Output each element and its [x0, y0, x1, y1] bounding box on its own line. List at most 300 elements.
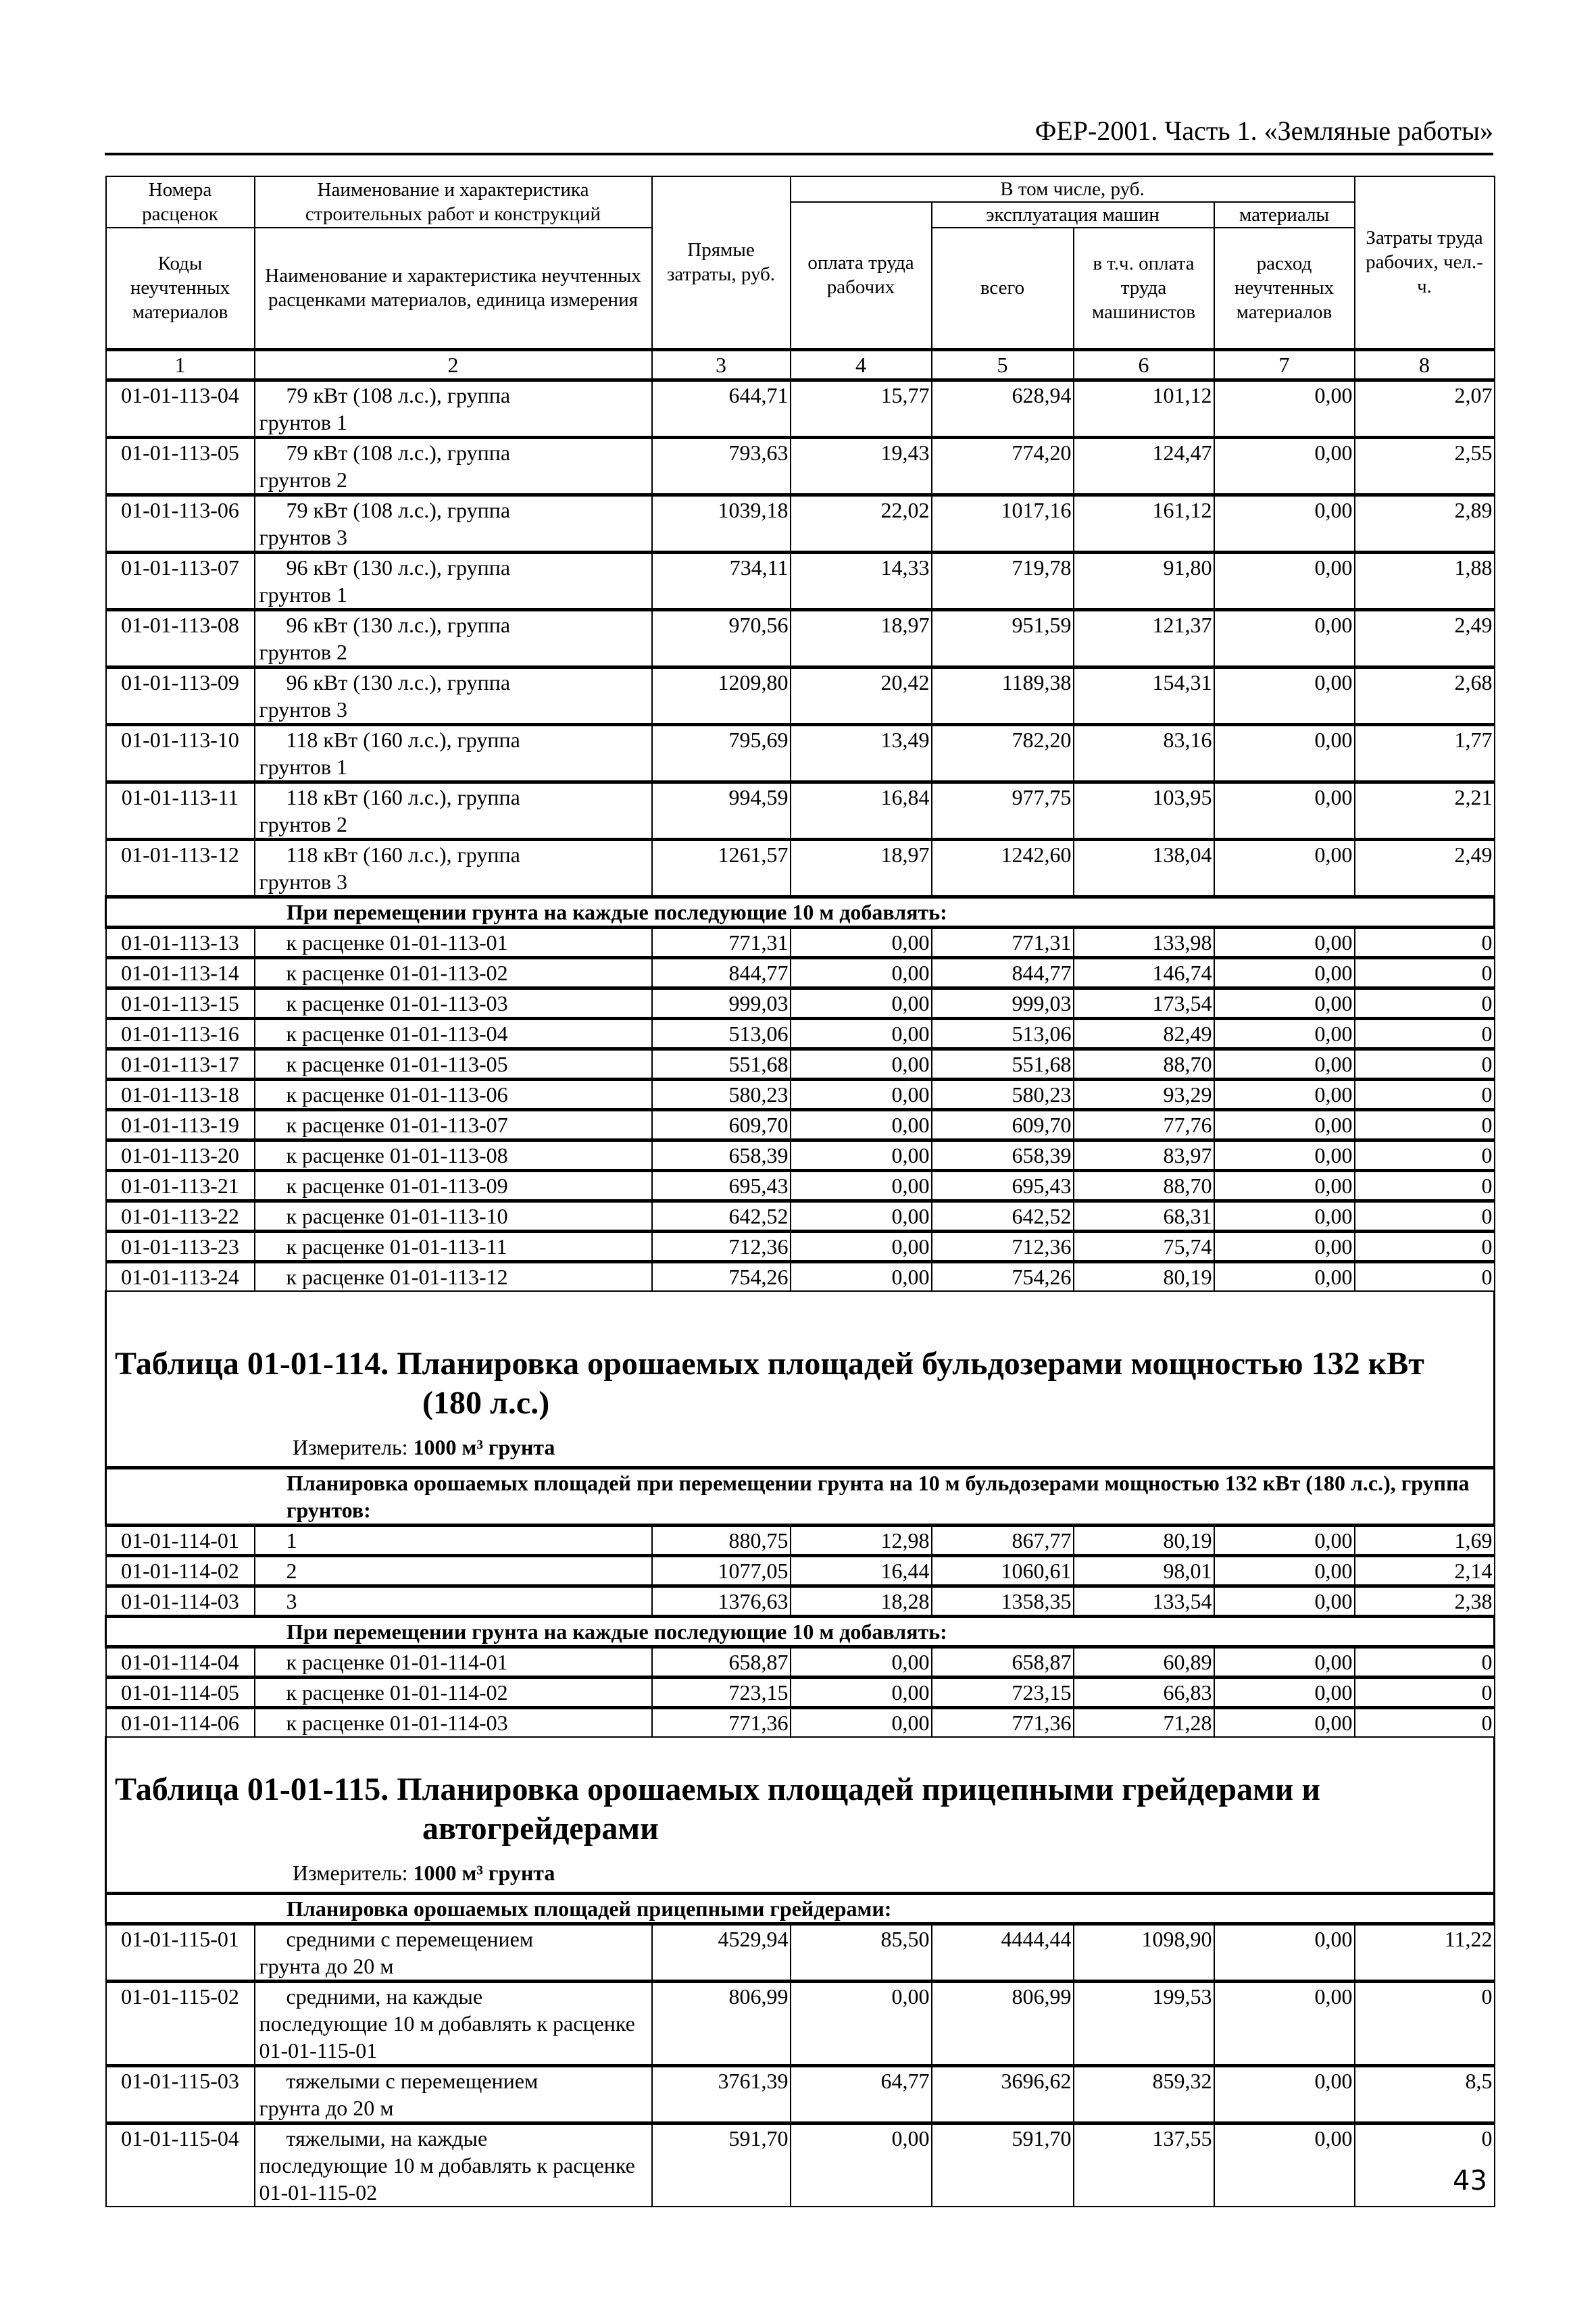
running-head: ФЕР-2001. Часть 1. «Земляные работы» — [105, 115, 1493, 155]
direct-costs: 1376,63 — [652, 1586, 791, 1616]
labor-hours: 0 — [1355, 1140, 1495, 1170]
worker-pay: 0,00 — [791, 988, 932, 1018]
materials: 0,00 — [1214, 1201, 1355, 1231]
machine-total: 591,70 — [932, 2123, 1074, 2207]
worker-pay: 20,42 — [791, 667, 932, 724]
machine-total: 771,31 — [932, 927, 1074, 957]
direct-costs: 644,71 — [652, 380, 791, 437]
table-115-title-block — [106, 1737, 1495, 1894]
labor-hours: 1,77 — [1355, 724, 1495, 782]
materials: 0,00 — [1214, 667, 1355, 724]
rate-code: 01-01-114-06 — [106, 1707, 255, 1737]
direct-costs: 999,03 — [652, 988, 791, 1018]
table-row — [106, 957, 1495, 988]
machinist-pay: 138,04 — [1074, 839, 1214, 897]
header-rate-numbers: Номера расценок — [106, 176, 255, 228]
column-number: 4 — [791, 349, 932, 380]
direct-costs: 642,52 — [652, 1201, 791, 1231]
machine-total: 695,43 — [932, 1170, 1074, 1201]
machine-total: 658,39 — [932, 1140, 1074, 1170]
worker-pay: 12,98 — [791, 1525, 932, 1555]
table-row — [106, 782, 1495, 839]
direct-costs: 591,70 — [652, 2123, 791, 2207]
work-description: тяжелыми с перемещением грунта до 20 м — [255, 2065, 652, 2123]
work-description: к расценке 01-01-113-05 — [255, 1049, 652, 1079]
materials: 0,00 — [1214, 1707, 1355, 1737]
work-description: к расценке 01-01-113-03 — [255, 988, 652, 1018]
rate-code: 01-01-113-24 — [106, 1261, 255, 1291]
work-description: к расценке 01-01-113-09 — [255, 1170, 652, 1201]
worker-pay: 0,00 — [791, 1109, 932, 1140]
header-direct-costs: Прямые затраты, руб. — [652, 176, 791, 349]
machinist-pay: 154,31 — [1074, 667, 1214, 724]
table-row — [106, 988, 1495, 1018]
direct-costs: 513,06 — [652, 1018, 791, 1049]
labor-hours: 2,49 — [1355, 839, 1495, 897]
work-description: 118 кВт (160 л.с.), группа грунтов 3 — [255, 839, 652, 897]
labor-hours: 0 — [1355, 957, 1495, 988]
machine-total: 1189,38 — [932, 667, 1074, 724]
labor-hours: 1,69 — [1355, 1525, 1495, 1555]
materials: 0,00 — [1214, 782, 1355, 839]
direct-costs: 844,77 — [652, 957, 791, 988]
materials: 0,00 — [1214, 988, 1355, 1018]
header-material-consumption: расход неучтенных материалов — [1214, 228, 1355, 349]
section-heading: Планировка орошаемых площадей при перемещении грунта на 10 м бульдозерами мощностью 132 кВт (180 л.с.), группа грунтов: — [106, 1467, 1495, 1525]
rate-code: 01-01-113-10 — [106, 724, 255, 782]
table-114-add-rows — [106, 1646, 1495, 1737]
rate-code: 01-01-114-02 — [106, 1555, 255, 1586]
direct-costs: 970,56 — [652, 609, 791, 667]
worker-pay: 0,00 — [791, 1079, 932, 1109]
worker-pay: 13,49 — [791, 724, 932, 782]
rate-code: 01-01-113-21 — [106, 1170, 255, 1201]
table-row — [106, 667, 1495, 724]
table-114-title-block — [106, 1291, 1495, 1468]
labor-hours: 0 — [1355, 1981, 1495, 2065]
rate-code: 01-01-113-19 — [106, 1109, 255, 1140]
direct-costs: 658,87 — [652, 1646, 791, 1677]
materials: 0,00 — [1214, 380, 1355, 437]
table-114-rows — [106, 1525, 1495, 1616]
materials: 0,00 — [1214, 724, 1355, 782]
table-113-rows — [106, 380, 1495, 897]
labor-hours: 0 — [1355, 1646, 1495, 1677]
materials: 0,00 — [1214, 437, 1355, 495]
work-description: к расценке 01-01-113-08 — [255, 1140, 652, 1170]
materials: 0,00 — [1214, 1261, 1355, 1291]
materials: 0,00 — [1214, 1923, 1355, 1981]
rate-code: 01-01-113-12 — [106, 839, 255, 897]
machine-total: 1017,16 — [932, 495, 1074, 552]
rate-code: 01-01-113-14 — [106, 957, 255, 988]
direct-costs: 1039,18 — [652, 495, 791, 552]
labor-hours: 0 — [1355, 1079, 1495, 1109]
worker-pay: 0,00 — [791, 1018, 932, 1049]
worker-pay: 18,97 — [791, 839, 932, 897]
header-work-name: Наименование и характеристика строительных работ и конструкций — [255, 176, 652, 228]
header-materials: материалы — [1214, 202, 1355, 228]
worker-pay: 15,77 — [791, 380, 932, 437]
machinist-pay: 68,31 — [1074, 1201, 1214, 1231]
machinist-pay: 133,54 — [1074, 1586, 1214, 1616]
machine-total: 754,26 — [932, 1261, 1074, 1291]
rate-code: 01-01-113-17 — [106, 1049, 255, 1079]
machine-total: 723,15 — [932, 1677, 1074, 1707]
header-material-names: Наименование и характеристика неучтенных расценками материалов, единица измерения — [255, 228, 652, 349]
work-description: 118 кВт (160 л.с.), группа грунтов 2 — [255, 782, 652, 839]
table-115-measure: Измеритель: 1000 м³ грунта — [293, 1860, 555, 1885]
worker-pay: 64,77 — [791, 2065, 932, 2123]
header-machine-total: всего — [932, 228, 1074, 349]
direct-costs: 880,75 — [652, 1525, 791, 1555]
direct-costs: 734,11 — [652, 552, 791, 609]
labor-hours: 0 — [1355, 1201, 1495, 1231]
machinist-pay: 88,70 — [1074, 1049, 1214, 1079]
materials: 0,00 — [1214, 839, 1355, 897]
table-row — [106, 1586, 1495, 1616]
machinist-pay: 199,53 — [1074, 1981, 1214, 2065]
labor-hours: 2,89 — [1355, 495, 1495, 552]
direct-costs: 771,36 — [652, 1707, 791, 1737]
work-description: к расценке 01-01-113-12 — [255, 1261, 652, 1291]
worker-pay: 22,02 — [791, 495, 932, 552]
table-row — [106, 1261, 1495, 1291]
work-description: 96 кВт (130 л.с.), группа грунтов 2 — [255, 609, 652, 667]
machine-total: 999,03 — [932, 988, 1074, 1018]
direct-costs: 609,70 — [652, 1109, 791, 1140]
materials: 0,00 — [1214, 1170, 1355, 1201]
machinist-pay: 173,54 — [1074, 988, 1214, 1018]
labor-hours: 0 — [1355, 988, 1495, 1018]
table-114-measure: Измеритель: 1000 м³ грунта — [293, 1434, 555, 1459]
machine-total: 513,06 — [932, 1018, 1074, 1049]
materials: 0,00 — [1214, 1231, 1355, 1261]
labor-hours: 8,5 — [1355, 2065, 1495, 2123]
table-row — [106, 2065, 1495, 2123]
work-description: к расценке 01-01-114-02 — [255, 1677, 652, 1707]
direct-costs: 695,43 — [652, 1170, 791, 1201]
table-row — [106, 724, 1495, 782]
machinist-pay: 60,89 — [1074, 1646, 1214, 1677]
table-row — [106, 1525, 1495, 1555]
table-row — [106, 1170, 1495, 1201]
table-113-add-rows — [106, 927, 1495, 1291]
work-description: к расценке 01-01-113-10 — [255, 1201, 652, 1231]
column-number: 2 — [255, 349, 652, 380]
machine-total: 951,59 — [932, 609, 1074, 667]
rate-code: 01-01-115-03 — [106, 2065, 255, 2123]
work-description: 2 — [255, 1555, 652, 1586]
materials: 0,00 — [1214, 927, 1355, 957]
machine-total: 628,94 — [932, 380, 1074, 437]
table-115-title: Таблица 01-01-115. Планировка орошаемых площадей прицепными грейдерами и автогрейдерами — [115, 1771, 1321, 1846]
work-description: 96 кВт (130 л.с.), группа грунтов 1 — [255, 552, 652, 609]
work-description: к расценке 01-01-114-03 — [255, 1707, 652, 1737]
machine-total: 1358,35 — [932, 1586, 1074, 1616]
machine-total: 642,52 — [932, 1201, 1074, 1231]
rate-code: 01-01-113-13 — [106, 927, 255, 957]
section-heading: При перемещении грунта на каждые последующие 10 м добавлять: — [106, 1616, 1495, 1646]
work-description: тяжелыми, на каждые последующие 10 м добавлять к расценке 01-01-115-02 — [255, 2123, 652, 2207]
work-description: 3 — [255, 1586, 652, 1616]
machinist-pay: 103,95 — [1074, 782, 1214, 839]
machinist-pay: 75,74 — [1074, 1231, 1214, 1261]
materials: 0,00 — [1214, 1079, 1355, 1109]
work-description: к расценке 01-01-113-06 — [255, 1079, 652, 1109]
machine-total: 782,20 — [932, 724, 1074, 782]
work-description: 118 кВт (160 л.с.), группа грунтов 1 — [255, 724, 652, 782]
materials: 0,00 — [1214, 1525, 1355, 1555]
machinist-pay: 133,98 — [1074, 927, 1214, 957]
work-description: к расценке 01-01-113-04 — [255, 1018, 652, 1049]
materials: 0,00 — [1214, 495, 1355, 552]
machinist-pay: 91,80 — [1074, 552, 1214, 609]
rate-code: 01-01-113-22 — [106, 1201, 255, 1231]
header-including: В том числе, руб. — [791, 176, 1355, 202]
rate-code: 01-01-114-03 — [106, 1586, 255, 1616]
table-row — [106, 1018, 1495, 1049]
table-row — [106, 1140, 1495, 1170]
table-row — [106, 2123, 1495, 2207]
table-row — [106, 1231, 1495, 1261]
labor-hours: 2,14 — [1355, 1555, 1495, 1586]
column-number: 3 — [652, 349, 791, 380]
worker-pay: 18,97 — [791, 609, 932, 667]
labor-hours: 0 — [1355, 1170, 1495, 1201]
work-description: к расценке 01-01-113-11 — [255, 1231, 652, 1261]
worker-pay: 0,00 — [791, 1231, 932, 1261]
labor-hours: 0 — [1355, 1261, 1495, 1291]
table-115-rows — [106, 1923, 1495, 2207]
machinist-pay: 859,32 — [1074, 2065, 1214, 2123]
worker-pay: 85,50 — [791, 1923, 932, 1981]
table-114-title: Таблица 01-01-114. Планировка орошаемых площадей бульдозерами мощностью 132 кВт (180 л.с.) — [115, 1345, 1424, 1421]
rates-sheet — [105, 176, 1493, 2207]
machinist-pay: 121,37 — [1074, 609, 1214, 667]
rate-code: 01-01-113-18 — [106, 1079, 255, 1109]
machinist-pay: 82,49 — [1074, 1018, 1214, 1049]
worker-pay: 0,00 — [791, 2123, 932, 2207]
machine-total: 1060,61 — [932, 1555, 1074, 1586]
table-row — [106, 1555, 1495, 1586]
machine-total: 719,78 — [932, 552, 1074, 609]
direct-costs: 1209,80 — [652, 667, 791, 724]
column-number: 7 — [1214, 349, 1355, 380]
machine-total: 4444,44 — [932, 1923, 1074, 1981]
rate-code: 01-01-113-06 — [106, 495, 255, 552]
machine-total: 844,77 — [932, 957, 1074, 988]
worker-pay: 0,00 — [791, 957, 932, 988]
direct-costs: 754,26 — [652, 1261, 791, 1291]
machinist-pay: 161,12 — [1074, 495, 1214, 552]
header-machinist-pay: в т.ч. оплата труда машинистов — [1074, 228, 1214, 349]
machinist-pay: 101,12 — [1074, 380, 1214, 437]
materials: 0,00 — [1214, 1018, 1355, 1049]
table-header — [106, 176, 1495, 380]
labor-hours: 0 — [1355, 1677, 1495, 1707]
rate-code: 01-01-114-01 — [106, 1525, 255, 1555]
worker-pay: 0,00 — [791, 927, 932, 957]
worker-pay: 19,43 — [791, 437, 932, 495]
machinist-pay: 146,74 — [1074, 957, 1214, 988]
direct-costs: 4529,94 — [652, 1923, 791, 1981]
rate-code: 01-01-113-11 — [106, 782, 255, 839]
materials: 0,00 — [1214, 957, 1355, 988]
materials: 0,00 — [1214, 2123, 1355, 2207]
rate-code: 01-01-113-16 — [106, 1018, 255, 1049]
labor-hours: 0 — [1355, 1018, 1495, 1049]
work-description: к расценке 01-01-113-07 — [255, 1109, 652, 1140]
worker-pay: 0,00 — [791, 1707, 932, 1737]
machine-total: 658,87 — [932, 1646, 1074, 1677]
labor-hours: 2,68 — [1355, 667, 1495, 724]
machinist-pay: 93,29 — [1074, 1079, 1214, 1109]
table-row — [106, 609, 1495, 667]
header-machine-operation: эксплуатация машин — [932, 202, 1214, 228]
machinist-pay: 66,83 — [1074, 1677, 1214, 1707]
worker-pay: 18,28 — [791, 1586, 932, 1616]
direct-costs: 795,69 — [652, 724, 791, 782]
labor-hours: 2,07 — [1355, 380, 1495, 437]
machine-total: 1242,60 — [932, 839, 1074, 897]
labor-hours: 0 — [1355, 2123, 1495, 2207]
machinist-pay: 77,76 — [1074, 1109, 1214, 1140]
materials: 0,00 — [1214, 1109, 1355, 1140]
rate-code: 01-01-113-15 — [106, 988, 255, 1018]
worker-pay: 14,33 — [791, 552, 932, 609]
worker-pay: 0,00 — [791, 1981, 932, 2065]
header-material-codes: Коды неучтенных материалов — [106, 228, 255, 349]
labor-hours: 2,49 — [1355, 609, 1495, 667]
labor-hours: 0 — [1355, 1049, 1495, 1079]
materials: 0,00 — [1214, 2065, 1355, 2123]
machine-total: 580,23 — [932, 1079, 1074, 1109]
work-description: 79 кВт (108 л.с.), группа грунтов 3 — [255, 495, 652, 552]
labor-hours: 0 — [1355, 1707, 1495, 1737]
worker-pay: 16,44 — [791, 1555, 932, 1586]
machinist-pay: 83,97 — [1074, 1140, 1214, 1170]
rate-code: 01-01-113-04 — [106, 380, 255, 437]
machinist-pay: 83,16 — [1074, 724, 1214, 782]
machinist-pay: 71,28 — [1074, 1707, 1214, 1737]
machine-total: 3696,62 — [932, 2065, 1074, 2123]
work-description: к расценке 01-01-113-02 — [255, 957, 652, 988]
rate-code: 01-01-113-23 — [106, 1231, 255, 1261]
direct-costs: 1077,05 — [652, 1555, 791, 1586]
direct-costs: 723,15 — [652, 1677, 791, 1707]
worker-pay: 0,00 — [791, 1140, 932, 1170]
labor-hours: 0 — [1355, 1231, 1495, 1261]
direct-costs: 712,36 — [652, 1231, 791, 1261]
machinist-pay: 98,01 — [1074, 1555, 1214, 1586]
labor-hours: 2,21 — [1355, 782, 1495, 839]
table-row — [106, 1049, 1495, 1079]
materials: 0,00 — [1214, 1049, 1355, 1079]
rate-code: 01-01-113-08 — [106, 609, 255, 667]
direct-costs: 551,68 — [652, 1049, 791, 1079]
labor-hours: 11,22 — [1355, 1923, 1495, 1981]
table-row — [106, 380, 1495, 437]
work-description: средними с перемещением грунта до 20 м — [255, 1923, 652, 1981]
worker-pay: 0,00 — [791, 1646, 932, 1677]
direct-costs: 793,63 — [652, 437, 791, 495]
header-worker-pay: оплата труда рабочих — [791, 202, 932, 349]
materials: 0,00 — [1214, 1677, 1355, 1707]
direct-costs: 806,99 — [652, 1981, 791, 2065]
materials: 0,00 — [1214, 552, 1355, 609]
table-row — [106, 1981, 1495, 2065]
labor-hours: 2,55 — [1355, 437, 1495, 495]
column-number: 1 — [106, 349, 255, 380]
rate-code: 01-01-115-04 — [106, 2123, 255, 2207]
materials: 0,00 — [1214, 1555, 1355, 1586]
machine-total: 774,20 — [932, 437, 1074, 495]
work-description: 96 кВт (130 л.с.), группа грунтов 3 — [255, 667, 652, 724]
machine-total: 771,36 — [932, 1707, 1074, 1737]
rate-code: 01-01-114-04 — [106, 1646, 255, 1677]
machine-total: 867,77 — [932, 1525, 1074, 1555]
column-number: 5 — [932, 349, 1074, 380]
table-row — [106, 1079, 1495, 1109]
materials: 0,00 — [1214, 609, 1355, 667]
table-row — [106, 1677, 1495, 1707]
worker-pay: 0,00 — [791, 1170, 932, 1201]
rate-code: 01-01-113-05 — [106, 437, 255, 495]
table-row — [106, 437, 1495, 495]
machinist-pay: 88,70 — [1074, 1170, 1214, 1201]
machinist-pay: 1098,90 — [1074, 1923, 1214, 1981]
materials: 0,00 — [1214, 1981, 1355, 2065]
machine-total: 806,99 — [932, 1981, 1074, 2065]
work-description: 79 кВт (108 л.с.), группа грунтов 2 — [255, 437, 652, 495]
worker-pay: 16,84 — [791, 782, 932, 839]
worker-pay: 0,00 — [791, 1049, 932, 1079]
materials: 0,00 — [1214, 1586, 1355, 1616]
rate-code: 01-01-115-02 — [106, 1981, 255, 2065]
table-row — [106, 1109, 1495, 1140]
page-number: 43 — [1453, 2165, 1487, 2196]
rate-code: 01-01-115-01 — [106, 1923, 255, 1981]
table-row — [106, 552, 1495, 609]
work-description: средними, на каждые последующие 10 м добавлять к расценке 01-01-115-01 — [255, 1981, 652, 2065]
work-description: к расценке 01-01-114-01 — [255, 1646, 652, 1677]
worker-pay: 0,00 — [791, 1677, 932, 1707]
machinist-pay: 80,19 — [1074, 1525, 1214, 1555]
work-description: к расценке 01-01-113-01 — [255, 927, 652, 957]
rate-code: 01-01-113-20 — [106, 1140, 255, 1170]
machinist-pay: 80,19 — [1074, 1261, 1214, 1291]
table-row — [106, 1646, 1495, 1677]
direct-costs: 658,39 — [652, 1140, 791, 1170]
machinist-pay: 124,47 — [1074, 437, 1214, 495]
direct-costs: 771,31 — [652, 927, 791, 957]
header-labor-hours: Затраты труда рабочих, чел.-ч. — [1355, 176, 1495, 349]
worker-pay: 0,00 — [791, 1261, 932, 1291]
machine-total: 609,70 — [932, 1109, 1074, 1140]
column-number: 8 — [1355, 349, 1495, 380]
direct-costs: 580,23 — [652, 1079, 791, 1109]
labor-hours: 0 — [1355, 1109, 1495, 1140]
machinist-pay: 137,55 — [1074, 2123, 1214, 2207]
rate-code: 01-01-114-05 — [106, 1677, 255, 1707]
section-heading: Планировка орошаемых площадей прицепными грейдерами: — [106, 1893, 1495, 1923]
materials: 0,00 — [1214, 1646, 1355, 1677]
rate-code: 01-01-113-07 — [106, 552, 255, 609]
work-description: 79 кВт (108 л.с.), группа грунтов 1 — [255, 380, 652, 437]
labor-hours: 2,38 — [1355, 1586, 1495, 1616]
section-heading: При перемещении грунта на каждые последующие 10 м добавлять: — [106, 897, 1495, 927]
